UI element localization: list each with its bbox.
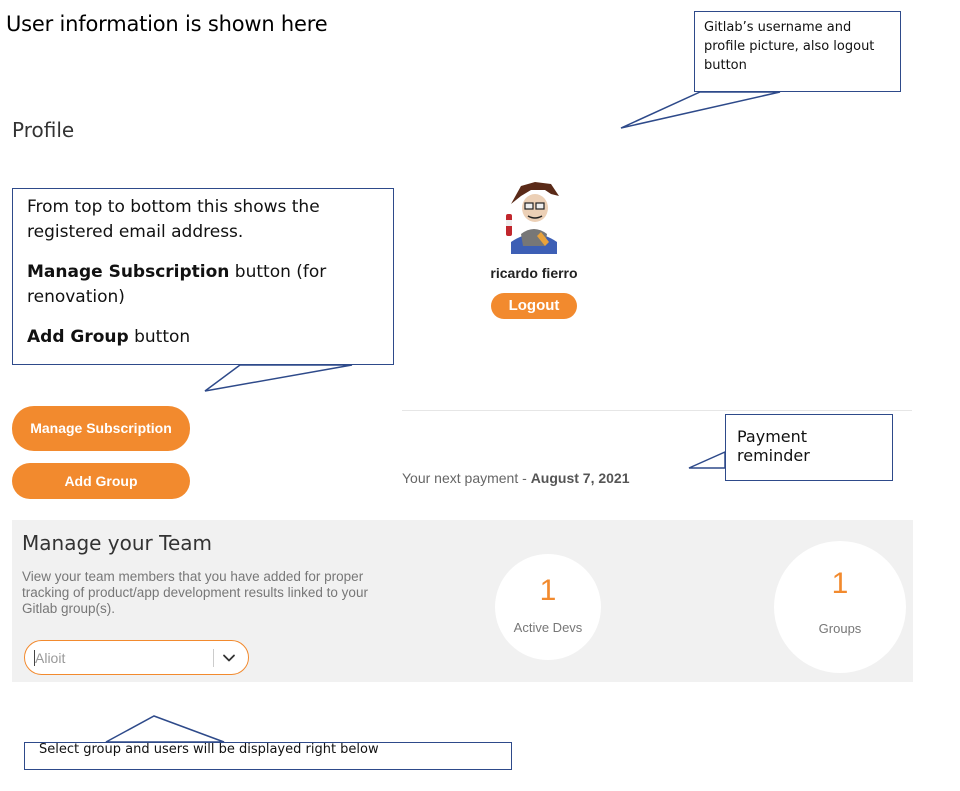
- group-select[interactable]: [24, 640, 249, 675]
- next-payment-date: August 7, 2021: [530, 470, 630, 486]
- add-group-button[interactable]: Add Group: [12, 463, 190, 499]
- active-devs-stat: [495, 554, 601, 660]
- annotation-line-email: From top to bottom this shows the registered email address.: [27, 197, 320, 242]
- payment-annotation: Payment reminder: [725, 414, 893, 481]
- manage-team-description: View your team members that you have added for proper tracking of product/app development results linked to your Gitlab group(s).: [22, 569, 368, 616]
- active-devs-count: 1: [539, 574, 557, 607]
- groups-stat: [774, 541, 906, 673]
- profile-title: Profile: [12, 118, 75, 142]
- next-payment-info: Your next payment - August 7, 2021: [402, 470, 630, 486]
- active-devs-label: Active Devs: [513, 620, 583, 635]
- account-annotation: Gitlab’s username and profile picture, also logout button: [694, 11, 901, 92]
- profile-username: ricardo fierro: [490, 265, 578, 281]
- groups-label: Groups: [818, 621, 862, 636]
- group-select-value: Alioit: [35, 650, 66, 666]
- page-heading: User information is shown here: [6, 12, 328, 36]
- chevron-down-icon[interactable]: [222, 651, 236, 665]
- manage-team-title: Manage your Team: [22, 531, 212, 555]
- select-separator: [213, 649, 214, 667]
- group-select-annotation: Select group and users will be displayed right below: [24, 742, 512, 770]
- groups-count: 1: [831, 567, 849, 600]
- manage-subscription-button[interactable]: Manage Subscription: [12, 406, 190, 451]
- annotation-line-subscription: Manage Subscription button (for renovation): [27, 262, 327, 307]
- section-divider: [402, 410, 912, 411]
- user-avatar-icon: [501, 182, 567, 254]
- annotation-line-group: Add Group button: [27, 327, 191, 347]
- logout-button[interactable]: Logout: [491, 293, 577, 319]
- profile-annotation: [12, 188, 394, 365]
